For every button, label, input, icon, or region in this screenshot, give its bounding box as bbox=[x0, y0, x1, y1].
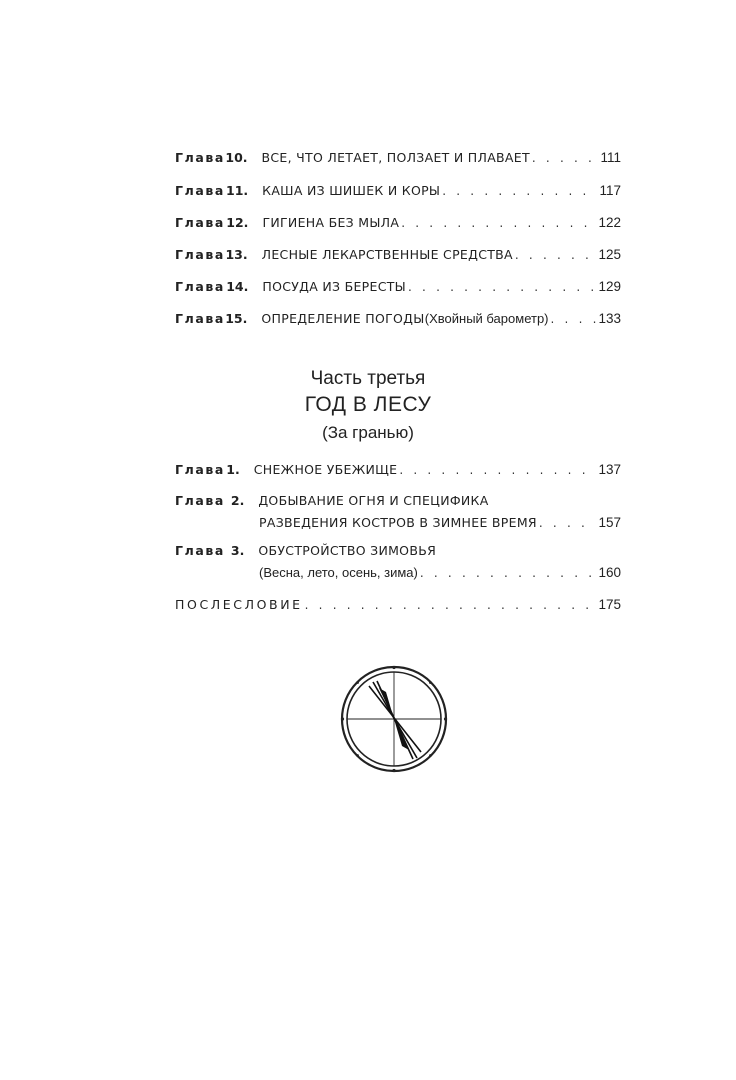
dot-leader bbox=[442, 180, 597, 202]
toc-entry-chapter-12[interactable] bbox=[175, 212, 621, 234]
chapter-title: СНЕЖНОЕ УБЕЖИЩЕ bbox=[253, 462, 398, 477]
dot-leader bbox=[551, 308, 597, 330]
chapter-title: ОПРЕДЕЛЕНИЕ ПОГОДЫ bbox=[261, 311, 425, 326]
toc-entry-chapter-11[interactable] bbox=[175, 180, 621, 202]
chapter-label: Глава bbox=[175, 150, 225, 165]
page-number: 122 bbox=[598, 215, 621, 230]
page-number: 160 bbox=[598, 565, 621, 580]
dot-leader bbox=[401, 212, 596, 234]
chapter-title: ВСЕ, ЧТО ЛЕТАЕТ, ПОЛЗАЕТ И ПЛАВАЕТ bbox=[261, 150, 530, 165]
chapter-title: КАША ИЗ ШИШЕК И КОРЫ bbox=[262, 183, 441, 198]
chapter-number: 10. bbox=[225, 150, 248, 165]
page-number: 129 bbox=[598, 279, 621, 294]
chapter-number: 11. bbox=[226, 183, 249, 198]
chapter-label: Глава bbox=[175, 462, 225, 477]
chapter-label: Глава bbox=[175, 279, 225, 294]
chapter-number: 2. bbox=[230, 493, 245, 508]
chapter-label: Глава bbox=[175, 543, 225, 558]
page-number: 111 bbox=[600, 150, 621, 165]
dot-leader bbox=[305, 594, 597, 616]
toc-entry-part3-chapter-3[interactable] bbox=[175, 540, 621, 584]
chapter-label: Глава bbox=[175, 247, 225, 262]
page-number: 137 bbox=[598, 462, 621, 477]
toc-entry-chapter-10[interactable] bbox=[175, 147, 621, 169]
dot-leader bbox=[408, 276, 596, 298]
chapter-label: Глава bbox=[175, 215, 225, 230]
dot-leader bbox=[539, 512, 597, 534]
chapter-label: Глава bbox=[175, 311, 225, 326]
chapter-label: Глава bbox=[175, 493, 225, 508]
chapter-number: 13. bbox=[225, 247, 248, 262]
chapter-number: 3. bbox=[230, 543, 245, 558]
chapter-subtitle: (Хвойный барометр) bbox=[424, 311, 549, 326]
part-label: Часть третья bbox=[310, 368, 426, 389]
part-title: ГОД В ЛЕСУ bbox=[304, 393, 432, 416]
toc-entry-part3-chapter-1[interactable] bbox=[175, 459, 621, 481]
chapter-title-line2: РАЗВЕДЕНИЯ КОСТРОВ В ЗИМНЕЕ ВРЕМЯ bbox=[259, 515, 537, 530]
page-number: 175 bbox=[598, 597, 621, 612]
chapter-title-line1: ОБУСТРОЙСТВО ЗИМОВЬЯ bbox=[258, 543, 437, 558]
page-number: 117 bbox=[599, 183, 621, 198]
page-number: 133 bbox=[598, 311, 621, 326]
compass-icon bbox=[339, 664, 449, 774]
page-number: 157 bbox=[598, 515, 621, 530]
chapter-number: 12. bbox=[226, 215, 249, 230]
chapter-number: 15. bbox=[225, 311, 248, 326]
toc-entry-chapter-15[interactable] bbox=[175, 308, 621, 330]
chapter-title: ЛЕСНЫЕ ЛЕКАРСТВЕННЫЕ СРЕДСТВА bbox=[261, 247, 513, 262]
dot-leader bbox=[399, 459, 596, 481]
dot-leader bbox=[420, 562, 597, 584]
chapter-title-line2: (Весна, лето, осень, зима) bbox=[259, 565, 418, 580]
chapter-label: Глава bbox=[175, 183, 225, 198]
afterword-title: ПОСЛЕСЛОВИЕ bbox=[175, 597, 303, 612]
chapter-title: ПОСУДА ИЗ БЕРЕСТЫ bbox=[262, 279, 407, 294]
toc-entry-chapter-13[interactable] bbox=[175, 244, 621, 266]
part-subtitle: (За гранью) bbox=[322, 423, 414, 442]
chapter-title: ГИГИЕНА БЕЗ МЫЛА bbox=[262, 215, 400, 230]
toc-entry-afterword[interactable] bbox=[175, 594, 621, 616]
dot-leader bbox=[515, 244, 597, 266]
toc-entry-part3-chapter-2[interactable] bbox=[175, 490, 621, 534]
chapter-number: 14. bbox=[226, 279, 249, 294]
toc-entry-chapter-14[interactable] bbox=[175, 276, 621, 298]
page-number: 125 bbox=[598, 247, 621, 262]
dot-leader bbox=[532, 147, 599, 169]
chapter-title-line1: ДОБЫВАНИЕ ОГНЯ И СПЕЦИФИКА bbox=[258, 493, 489, 508]
chapter-number: 1. bbox=[226, 462, 240, 477]
